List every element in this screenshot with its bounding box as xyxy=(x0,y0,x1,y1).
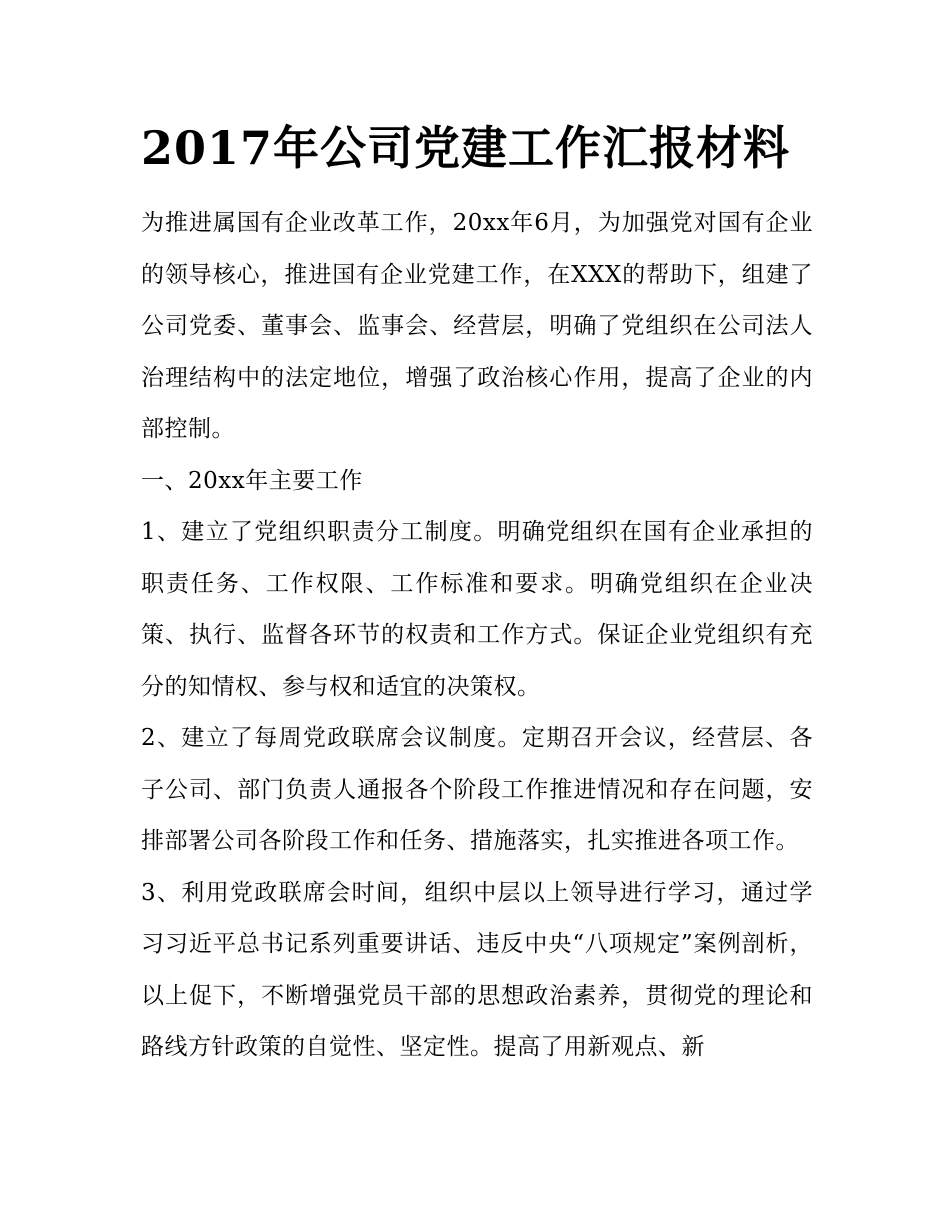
item-paragraph-1: 1、建立了党组织职责分工制度。明确党组织在国有企业承担的职责任务、工作权限、工作标准和要求。明确党组织在企业决策、执行、监督各环节的权责和工作方式。保证企业党组织有充分的知情权、参与权和适宜的决策权。 xyxy=(141,519,813,700)
item-paragraph-2: 2、建立了每周党政联席会议制度。定期召开会议，经营层、各子公司、部门负责人通报各个阶段工作推进情况和存在问题，安排部署公司各阶段工作和任务、措施落实，扎实推进各项工作。 xyxy=(141,725,813,854)
intro-paragraph: 为推进属国有企业改革工作，20xx年6月，为加强党对国有企业的领导核心，推进国有企业党建工作，在XXX的帮助下，组建了公司党委、董事会、监事会、经营层，明确了党组织在公司法人治理结构中的法定地位，增强了政治核心作用，提高了企业的内部控制。 xyxy=(141,210,813,442)
item-paragraph-3: 3、利用党政联席会时间，组织中层以上领导进行学习，通过学习习近平总书记系列重要讲话、违反中央“八项规定”案例剖析，以上促下，不断增强党员干部的思想政治素养，贯彻党的理论和路线方针政策的自觉性、坚定性。提高了用新观点、新 xyxy=(141,879,813,1060)
section-heading: 一、20xx年主要工作 xyxy=(141,467,363,494)
document-page xyxy=(141,108,813,1074)
document-title: 2017年公司党建工作汇报材料 xyxy=(141,121,791,175)
